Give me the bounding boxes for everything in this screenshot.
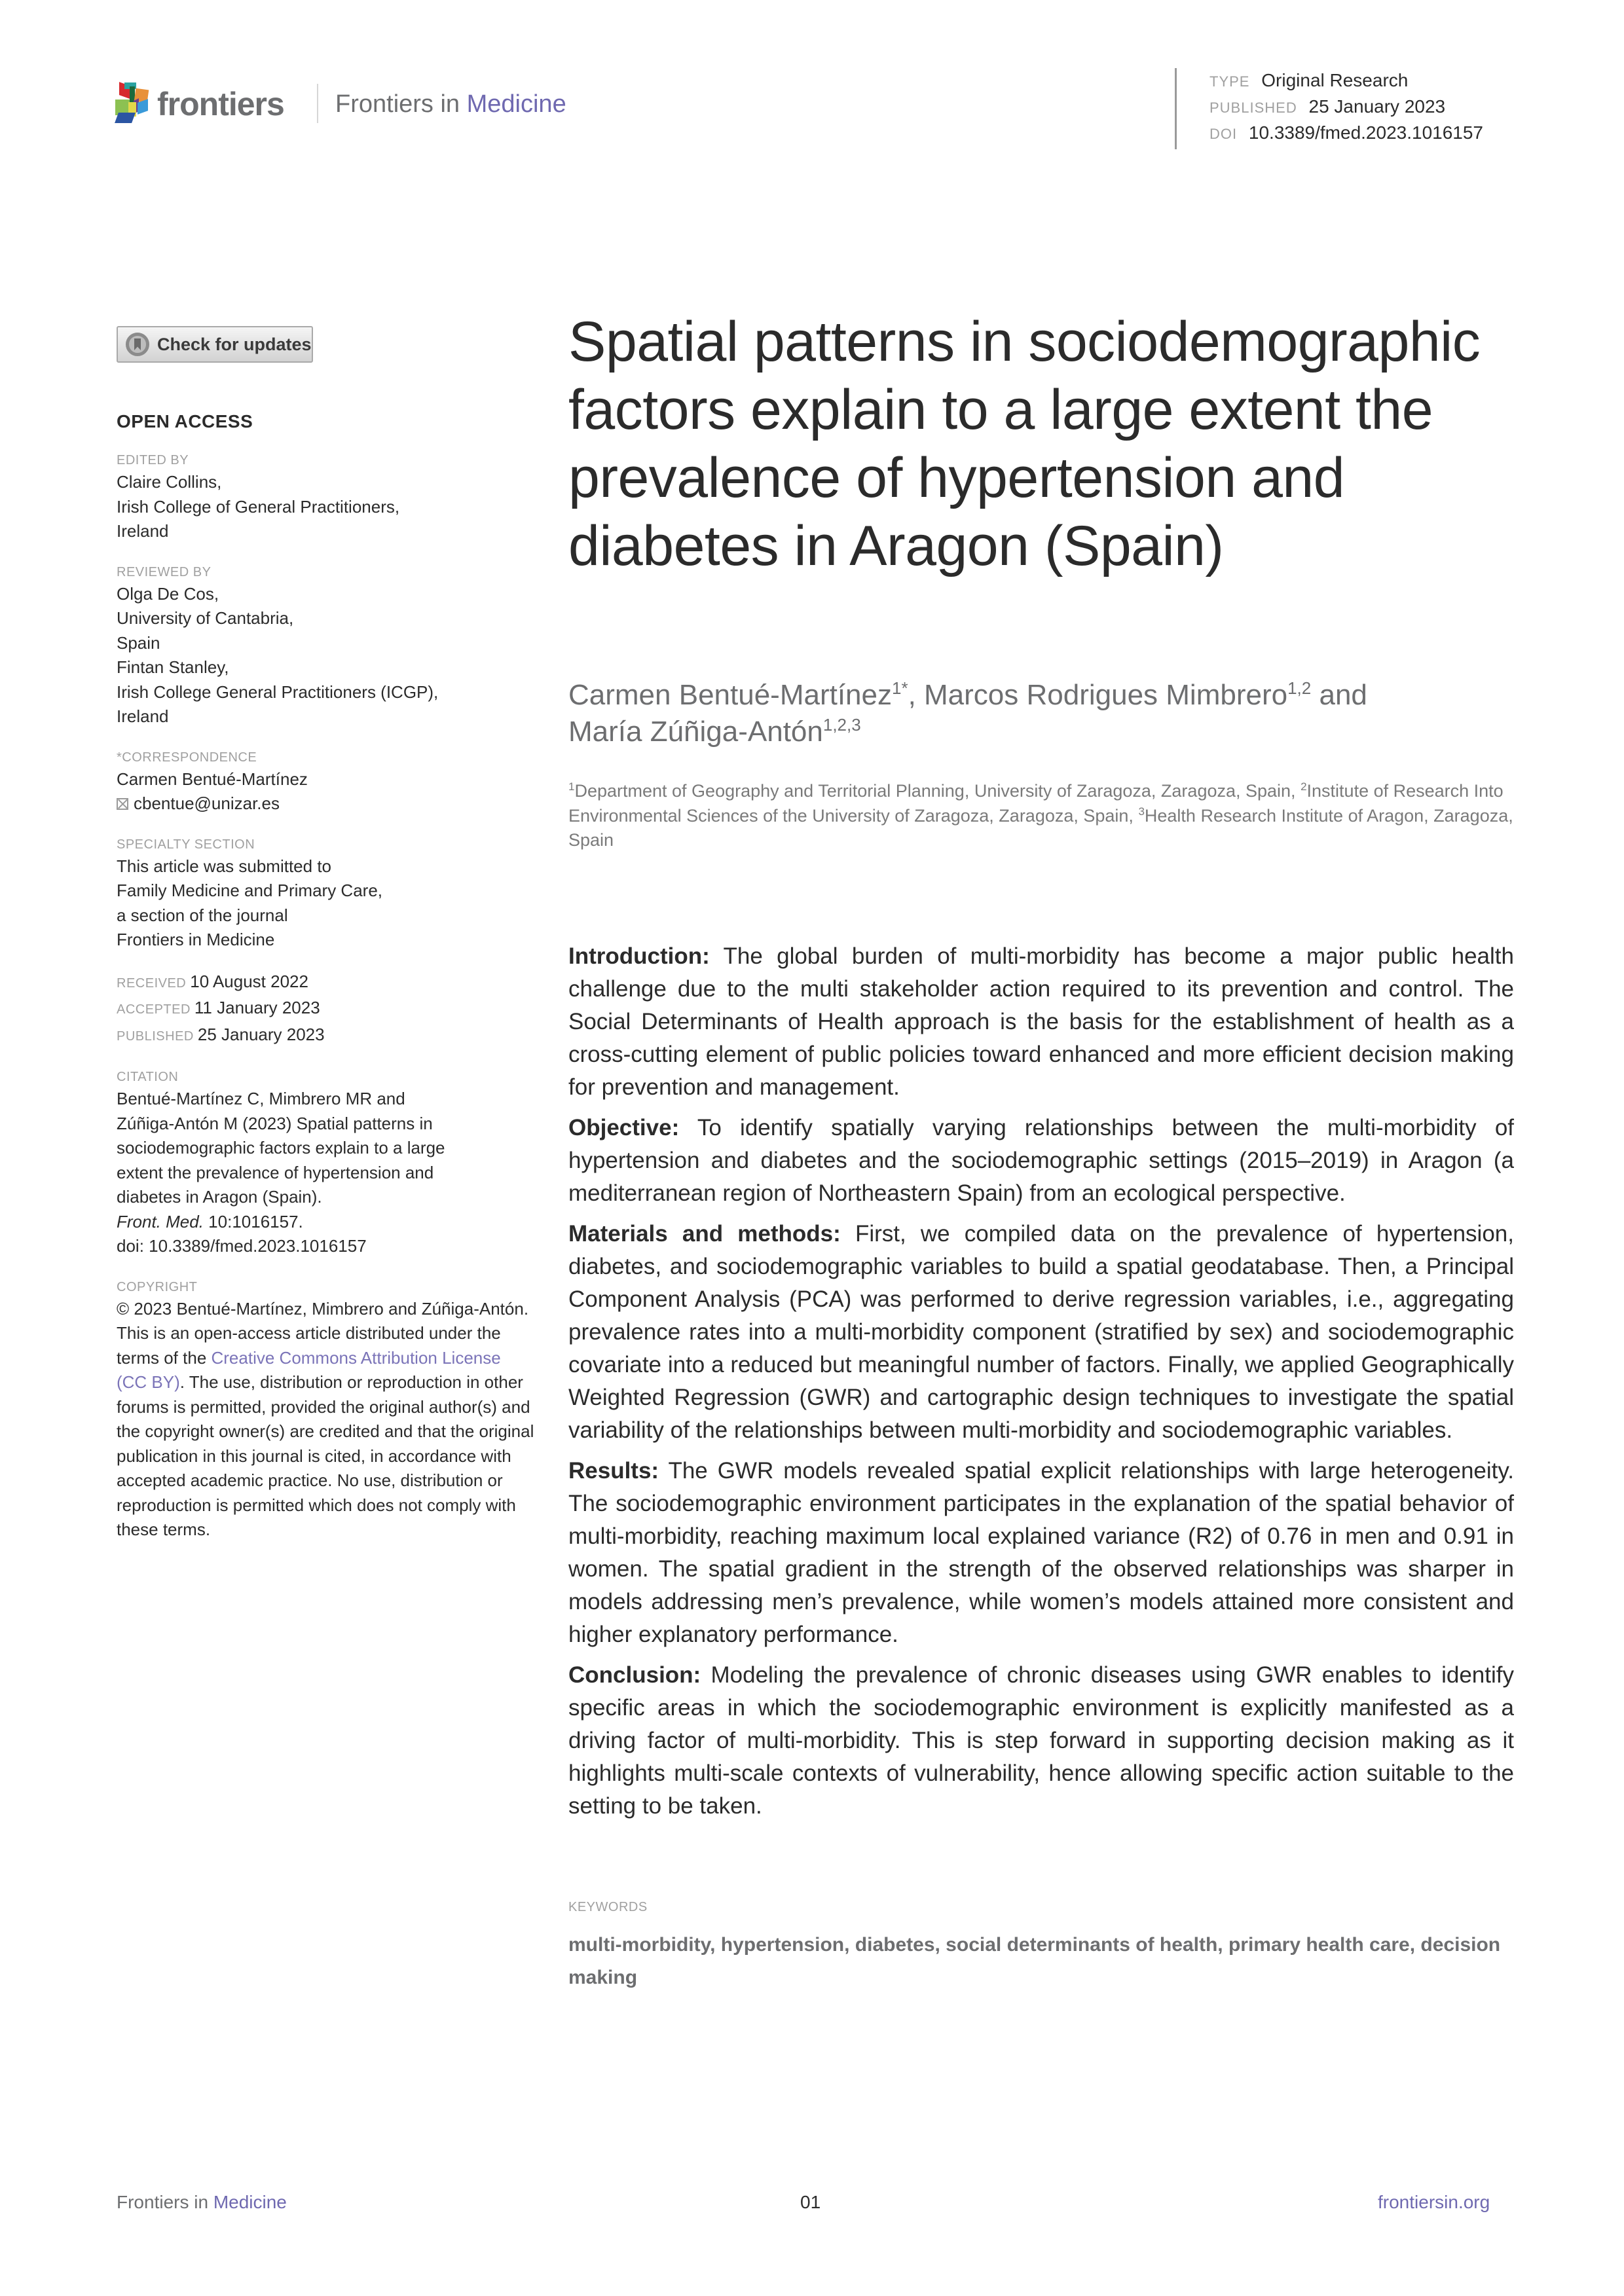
meta-type-label: TYPE — [1209, 73, 1250, 90]
reviewed-by-label: REVIEWED BY — [117, 564, 212, 579]
bookmark-icon — [126, 333, 149, 356]
citation-line: extent the prevalence of hypertension and — [117, 1162, 434, 1182]
journal-name[interactable] — [335, 90, 566, 118]
footer-journal[interactable] — [117, 2192, 287, 2213]
email-icon — [117, 798, 128, 810]
editor-line: Ireland — [117, 521, 169, 541]
copyright-text-before: © 2023 Bentué-Martínez, Mimbrero and Zúñiga-Antón. This is an open-access article distributed under the terms of the — [117, 1298, 529, 1368]
correspondence-email[interactable]: cbentue@unizar.es — [134, 793, 280, 813]
date-accepted-label: ACCEPTED — [117, 1002, 191, 1017]
date-received-label: RECEIVED — [117, 975, 187, 991]
editor-info — [117, 470, 536, 544]
abstract-conclusion — [568, 1659, 1514, 1823]
author-affiliation-sup: 1* — [892, 678, 908, 698]
reviewer-line: Ireland — [117, 706, 169, 726]
date-published-label: PUBLISHED — [117, 1029, 194, 1044]
abstract-text: Modeling the prevalence of chronic diseases using GWR enables to identify specific areas in which the sociodemographic environment is explicitly manifested as a driving factor of multi-morbidity. This is step forward in supporting decision making as it highlights multi-scale contexts of vulnerability, hence allowing specific action suitable to the setting to be taken. — [568, 1662, 1514, 1819]
copyright-label: COPYRIGHT — [117, 1279, 198, 1294]
keywords-label: KEYWORDS — [568, 1900, 648, 1914]
header-divider — [317, 84, 318, 123]
author-list — [568, 677, 1514, 750]
citation-volume: 10:1016157. — [208, 1211, 303, 1231]
journal-name-accent: Medicine — [466, 90, 566, 118]
abstract-heading: Conclusion: — [568, 1662, 701, 1688]
date-published-value: 25 January 2023 — [197, 1024, 325, 1044]
citation-line: Bentué-Martínez C, Mimbrero MR and — [117, 1089, 405, 1108]
affiliation-text: Department of Geography and Territorial Planning, University of Zaragoza, Zaragoza, Spain, — [574, 781, 1301, 801]
meta-type-value: Original Research — [1261, 70, 1409, 90]
meta-type — [1209, 68, 1483, 94]
date-received — [117, 970, 536, 996]
check-for-updates-button[interactable] — [117, 326, 313, 363]
specialty-section-label: SPECIALTY SECTION — [117, 837, 255, 852]
specialty-line: Frontiers in Medicine — [117, 930, 275, 949]
abstract-introduction — [568, 940, 1514, 1104]
meta-published-label: PUBLISHED — [1209, 100, 1297, 116]
citation-label: CITATION — [117, 1070, 179, 1084]
reviewer-info — [117, 582, 536, 729]
copyright-text — [117, 1297, 536, 1542]
frontiers-logo[interactable] — [115, 84, 284, 124]
author-affiliation-sup: 1,2,3 — [822, 715, 861, 735]
abstract-text: The GWR models revealed spatial explicit relationships with large heterogeneity. The sociodemographic environment participates in the explanation of the spatial behavior of multi-morbidity, reaching maximum local explained variance (R2) of 0.76 in men and 0.91 in women. The spatial gradient in the strength of the observed relationships was sharper in models addressing men’s prevalence, while women’s models attained more consistent and higher explanatory performance. — [568, 1458, 1515, 1647]
correspondence-email-row[interactable] — [117, 792, 536, 816]
citation-journal-abbrev: Front. Med. — [117, 1211, 204, 1231]
logo-wordmark: frontiers — [157, 86, 284, 122]
author-name[interactable]: Carmen Bentué-Martínez — [568, 679, 892, 711]
citation-journal — [117, 1210, 536, 1235]
specialty-line: This article was submitted to — [117, 856, 332, 876]
copyright-text-after: . The use, distribution or reproduction in other forums is permitted, provided the original author(s) and the copyright owner(s) are credited and that the original publication in this journal is cited, in accordance with accepted academic practice. No use, distribution or reproduction is permitted which does not comply with these terms. — [117, 1372, 534, 1539]
citation-line: Zúñiga-Antón M (2023) Spatial patterns in — [117, 1113, 433, 1133]
specialty-line: Family Medicine and Primary Care, — [117, 881, 383, 900]
footer-journal-prefix: Frontiers in — [117, 2192, 209, 2212]
abstract-heading: Objective: — [568, 1115, 680, 1140]
open-access-label: OPEN ACCESS — [117, 411, 253, 431]
specialty-line: a section of the journal — [117, 905, 288, 925]
meta-doi-value[interactable]: 10.3389/fmed.2023.1016157 — [1248, 122, 1483, 143]
date-accepted-value: 11 January 2023 — [194, 998, 320, 1017]
abstract-heading: Results: — [568, 1458, 659, 1484]
footer-site-link[interactable]: frontiersin.org — [1378, 2192, 1490, 2212]
reviewer-line: Irish College General Practitioners (ICGP), — [117, 682, 439, 702]
correspondence-label: *CORRESPONDENCE — [117, 750, 257, 765]
edited-by-label: EDITED BY — [117, 453, 189, 467]
sidebar — [117, 326, 536, 1542]
reviewer-line: Spain — [117, 632, 160, 653]
correspondence-info — [117, 767, 536, 816]
abstract-heading: Introduction: — [568, 943, 710, 969]
editor-line: Irish College of General Practitioners, — [117, 496, 400, 517]
abstract-text: The global burden of multi-morbidity has become a major public health challenge due to the multi stakeholder action required to its prevention and control. The Social Determinants of Health approach is the basis for the establishment of health as a cross-cutting element of public policies toward enhanced and more efficient decision making for prevention and management. — [568, 943, 1514, 1100]
affiliations — [568, 779, 1514, 853]
specialty-info — [117, 854, 536, 953]
meta-doi-label: DOI — [1209, 126, 1238, 142]
affiliation-sup: 3 — [1138, 805, 1145, 818]
author-name[interactable]: Marcos Rodrigues Mimbrero — [924, 679, 1288, 711]
affiliation-text: Institute of Research Into Environmental Sciences of the University of Zaragoza, Zaragoza, Spain, — [568, 781, 1504, 826]
reviewer-line: Olga De Cos, — [117, 583, 219, 604]
meta-published — [1209, 94, 1483, 120]
abstract-objective — [568, 1112, 1514, 1210]
citation-text — [117, 1087, 536, 1259]
article-meta — [1175, 68, 1483, 149]
article-dates — [117, 970, 536, 1049]
author-separator: and — [1311, 679, 1367, 711]
abstract-heading: Materials and methods: — [568, 1221, 841, 1247]
article-title: Spatial patterns in sociodemographic factors explain to a large extent the prevalence of hypertension and diabetes in Aragon (Spain) — [568, 310, 1481, 577]
affiliation-text: Health Research Institute of Aragon, Zaragoza, Spain — [568, 805, 1513, 850]
abstract — [568, 940, 1514, 1831]
author-separator: , — [908, 679, 925, 711]
affiliation-sup: 2 — [1301, 780, 1307, 793]
citation-doi[interactable]: doi: 10.3389/fmed.2023.1016157 — [117, 1236, 367, 1256]
check-for-updates-label: Check for updates — [157, 334, 312, 354]
keywords: multi-morbidity, hypertension, diabetes, social determinants of health, primary health care, decision making — [568, 1934, 1501, 1988]
citation-line: diabetes in Aragon (Spain). — [117, 1187, 322, 1207]
footer-journal-accent: Medicine — [213, 2192, 287, 2212]
abstract-results — [568, 1455, 1514, 1651]
citation-line: sociodemographic factors explain to a large — [117, 1138, 445, 1157]
affiliation-sup: 1 — [568, 780, 575, 793]
abstract-text: First, we compiled data on the prevalence of hypertension, diabetes, and sociodemographic variables to build a spatial geodatabase. Then, a Principal Component Analysis (PCA) was performed to derive regression variables, i.e., aggregating prevalence rates into a multi-morbidity component (stratified by sex) and sociodemographic covariate into a reduced but meaningful number of factors. Finally, we applied Geographically Weighted Regression (GWR) and cartographic design techniques to investigate the spatial variability of the relationships between multi-morbidity and sociodemographic variables. — [568, 1221, 1514, 1443]
page-number: 01 — [800, 2192, 821, 2212]
frontiers-logo-icon — [115, 84, 152, 124]
meta-doi — [1209, 120, 1483, 147]
author-affiliation-sup: 1,2 — [1287, 678, 1312, 698]
abstract-methods — [568, 1218, 1514, 1447]
date-received-value: 10 August 2022 — [190, 971, 308, 991]
date-published — [117, 1023, 536, 1049]
cc-by-license-link[interactable]: Creative Commons Attribution License (CC BY) — [117, 1347, 501, 1392]
date-accepted — [117, 996, 536, 1023]
reviewer-line: University of Cantabria, — [117, 608, 294, 628]
abstract-text: To identify spatially varying relationships between the multi-morbidity of hypertension and diabetes and the sociodemographic settings (2015–2019) in Aragon (a mediterranean region of Northeastern Spain) from an ecological perspective. — [568, 1115, 1515, 1206]
author-name[interactable]: María Zúñiga-Antón — [568, 716, 823, 748]
meta-published-value: 25 January 2023 — [1308, 96, 1446, 117]
editor-line: Claire Collins, — [117, 472, 222, 492]
reviewer-line: Fintan Stanley, — [117, 657, 229, 677]
correspondence-name: Carmen Bentué-Martínez — [117, 769, 308, 789]
journal-name-prefix: Frontiers in — [335, 90, 460, 118]
